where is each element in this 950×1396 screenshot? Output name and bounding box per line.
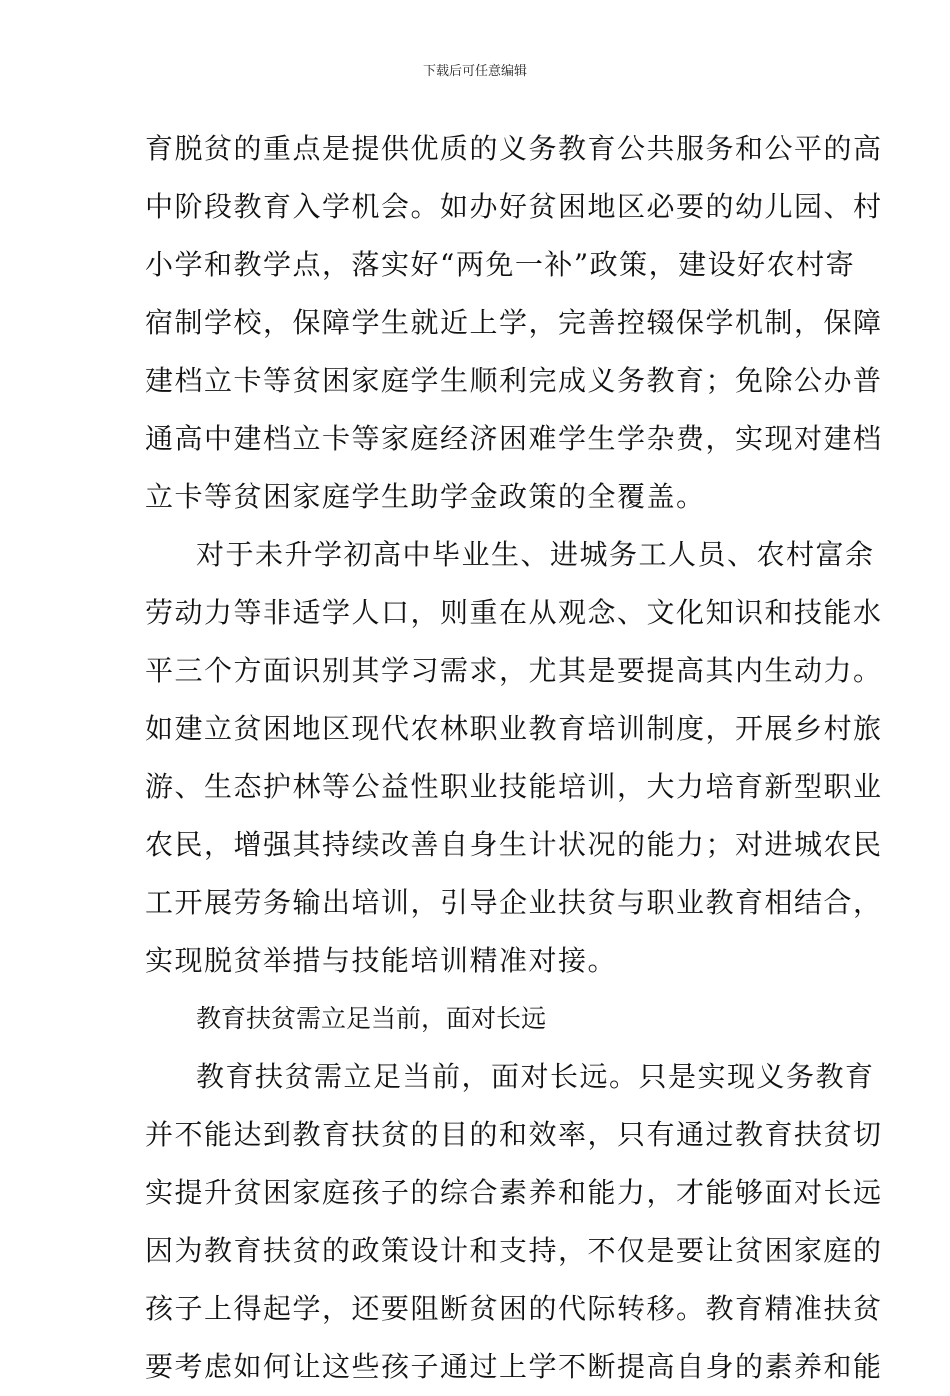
text-line: 通高中建档立卡等家庭经济困难学生学杂费，实现对建档 bbox=[145, 422, 883, 455]
text-line: 工开展劳务输出培训，引导企业扶贫与职业教育相结合， bbox=[145, 886, 883, 919]
section-heading: 教育扶贫需立足当前，面对长远 bbox=[196, 1004, 547, 1033]
text-line: 平三个方面识别其学习需求，尤其是要提高其内生动力。 bbox=[145, 654, 883, 687]
text-line: 实提升贫困家庭孩子的综合素养和能力，才能够面对长远 bbox=[145, 1176, 883, 1209]
text-line: 育脱贫的重点是提供优质的义务教育公共服务和公平的高 bbox=[145, 132, 883, 165]
text-line: 孩子上得起学，还要阻断贫困的代际转移。教育精准扶贫 bbox=[145, 1292, 883, 1325]
text-line: 建档立卡等贫困家庭学生顺利完成义务教育；免除公办普 bbox=[145, 364, 883, 397]
text-line: 宿制学校，保障学生就近上学，完善控辍保学机制，保障 bbox=[145, 306, 883, 339]
paragraph-first-line: 对于未升学初高中毕业生、进城务工人员、农村富余 bbox=[196, 538, 875, 571]
text-line: 农民，增强其持续改善自身生计状况的能力；对进城农民 bbox=[145, 828, 883, 861]
text-line: 实现脱贫举措与技能培训精准对接。 bbox=[145, 944, 618, 977]
text-line: 劳动力等非适学人口，则重在从观念、文化知识和技能水 bbox=[145, 596, 883, 629]
text-line: 要考虑如何让这些孩子通过上学不断提高自身的素养和能 bbox=[145, 1350, 883, 1383]
text-line: 立卡等贫困家庭学生助学金政策的全覆盖。 bbox=[145, 480, 706, 513]
paragraph-first-line: 教育扶贫需立足当前，面对长远。只是实现义务教育 bbox=[196, 1060, 875, 1093]
document-body bbox=[145, 120, 883, 1396]
text-line: 因为教育扶贫的政策设计和支持，不仅是要让贫困家庭的 bbox=[145, 1234, 883, 1267]
text-line: 游、生态护林等公益性职业技能培训，大力培育新型职业 bbox=[145, 770, 883, 803]
text-line: 中阶段教育入学机会。如办好贫困地区必要的幼儿园、村 bbox=[145, 190, 883, 223]
text-line: 小学和教学点，落实好“两免一补”政策，建设好农村寄 bbox=[145, 248, 856, 281]
page-header: 下载后可任意编辑 bbox=[422, 64, 527, 79]
text-line: 如建立贫困地区现代农林职业教育培训制度，开展乡村旅 bbox=[145, 712, 883, 745]
text-line: 并不能达到教育扶贫的目的和效率，只有通过教育扶贫切 bbox=[145, 1118, 883, 1151]
